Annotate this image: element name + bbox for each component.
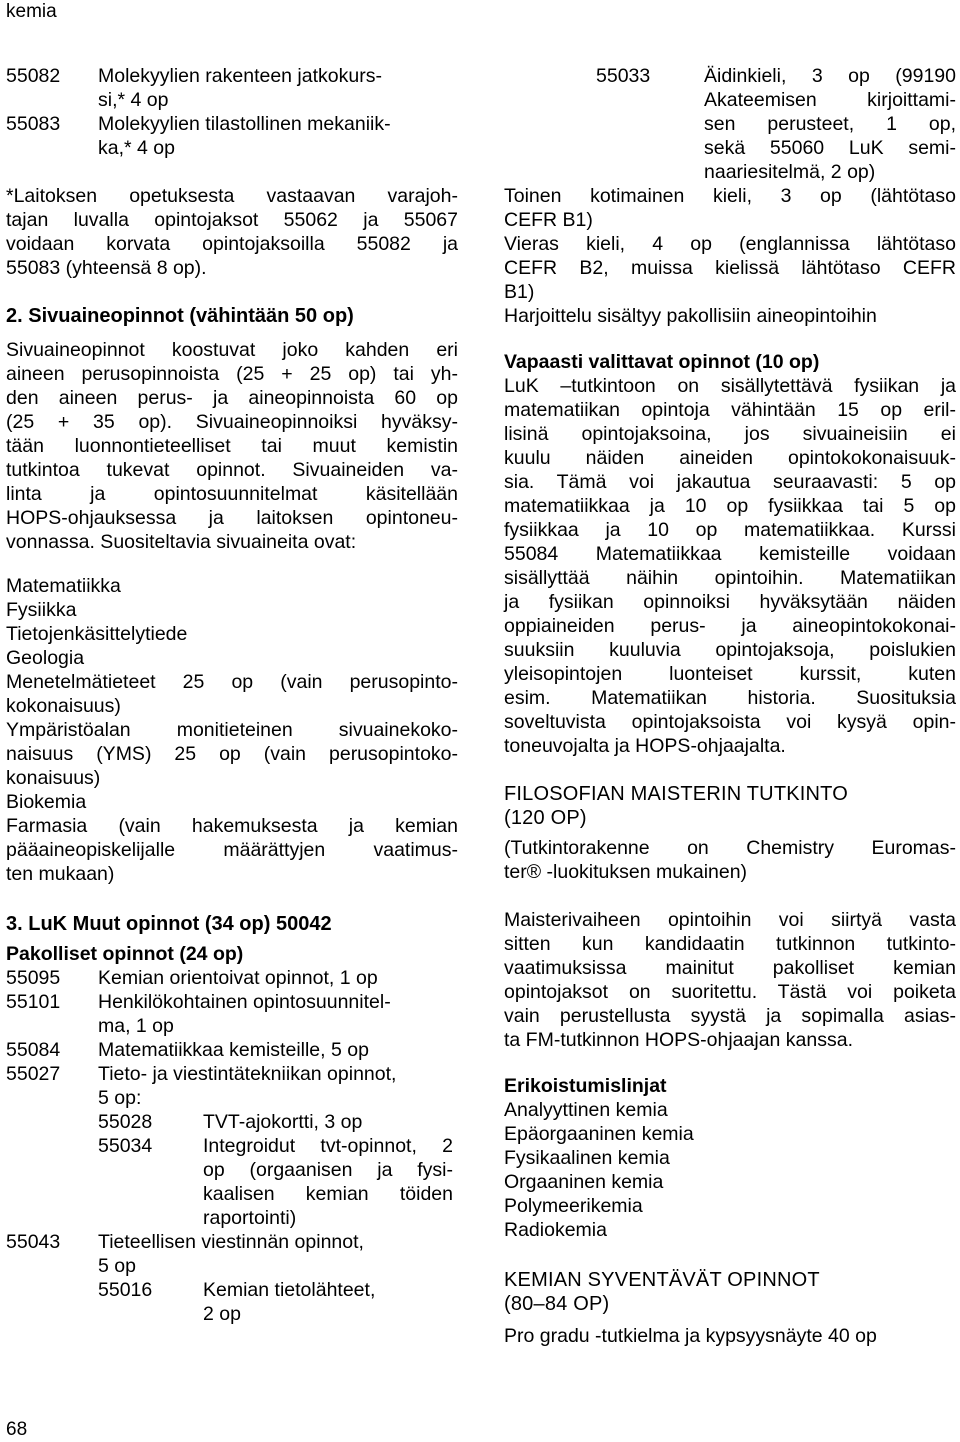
- course-code: 55016: [98, 1279, 153, 1301]
- paragraph-line: vaatimuksissa mainitut pakolliset kemian: [504, 957, 956, 979]
- course-line: 5 op:: [98, 1087, 142, 1109]
- elective-paragraph: [504, 374, 956, 758]
- list-item: kokonaisuus): [6, 695, 121, 717]
- subsection-heading: Vapaasti valittavat opinnot (10 op): [504, 351, 820, 373]
- course-line: Äidinkieli, 3 op (99190: [704, 65, 956, 87]
- list-item: Tietojenkäsittelytiede: [6, 623, 188, 645]
- heading-line: (120 OP): [504, 807, 587, 829]
- advanced-heading: [504, 1268, 956, 1316]
- course-code: 55034: [98, 1135, 153, 1157]
- course-line: ka,* 4 op: [98, 137, 175, 159]
- course-item: [504, 64, 956, 184]
- course-line: TVT-ajokortti, 3 op: [203, 1111, 363, 1133]
- list-item: Analyyttinen kemia: [504, 1099, 668, 1121]
- language-requirements: [504, 184, 956, 328]
- course-line: Akateemisen kirjoittami-: [704, 89, 956, 111]
- course-title: [98, 64, 382, 112]
- list-item: pääaineopiskelijalle määrättyjen vaatimus-: [6, 839, 458, 861]
- paragraph-line: ta FM-tutkinnon HOPS-ohjaajan kanssa.: [504, 1029, 854, 1051]
- list-item: Menetelmätieteet 25 op (vain perusopinto-: [6, 671, 458, 693]
- course-item: [6, 1038, 458, 1062]
- course-item: [6, 64, 458, 112]
- course-line: op (orgaanisen ja fysi-: [203, 1159, 453, 1181]
- course-list-top: [6, 64, 458, 160]
- heading-line: KEMIAN SYVENTÄVÄT OPINNOT: [504, 1269, 820, 1291]
- course-title: [98, 990, 391, 1038]
- course-code: 55084: [6, 1039, 61, 1061]
- mandatory-course-list: [6, 966, 458, 1326]
- left-column: [6, 64, 458, 1326]
- course-item: [6, 966, 458, 990]
- sub-course-item: [98, 1110, 458, 1134]
- paragraph-line: suuksiin kuuluvia opintojaksoja, poislukien: [504, 639, 956, 661]
- paragraph-line: soveltuvista opintojaksoista voi kysyä opin-: [504, 711, 956, 733]
- course-title: [98, 112, 391, 160]
- paragraph-line: Harjoittelu sisältyy pakollisiin aineopintoihin: [504, 305, 877, 327]
- paragraph-line: LuK –tutkintoon on sisällytettävä fysiikan ja: [504, 375, 956, 397]
- paragraph-line: Toinen kotimainen kieli, 3 op (lähtötaso: [504, 185, 956, 207]
- list-item: Farmasia (vain hakemuksesta ja kemian: [6, 815, 458, 837]
- course-title: [203, 1134, 453, 1230]
- paragraph-line: sia. Tämä voi jakautua seuraavasti: 5 op: [504, 471, 956, 493]
- course-code: 55083: [6, 113, 61, 135]
- sub-course-list: [6, 1278, 458, 1326]
- course-line: ma, 1 op: [98, 1015, 174, 1037]
- paragraph-line: ter® -luokituksen mukainen): [504, 861, 748, 883]
- course-title: [98, 1062, 396, 1110]
- course-line: kaalisen kemian töiden: [203, 1183, 453, 1205]
- paragraph-line: (25 + 35 op). Sivuaineopinnoiksi hyväksy-: [6, 411, 458, 433]
- course-line: Tieteellisen viestinnän opinnot,: [98, 1231, 364, 1253]
- course-line: sen perusteet, 1 op,: [704, 113, 956, 135]
- right-column: [504, 64, 956, 1348]
- course-title: [203, 1278, 375, 1326]
- paragraph-line: vonnassa. Suositeltavia sivuaineita ovat:: [6, 531, 357, 553]
- list-item: Geologia: [6, 647, 85, 669]
- paragraph-line: opintojaksot on suoritettu. Tästä voi poiketa: [504, 981, 956, 1003]
- section-heading: 3. LuK Muut opinnot (34 op) 50042: [6, 913, 332, 935]
- course-title: [203, 1110, 362, 1134]
- paragraph-line: B1): [504, 281, 535, 303]
- course-code: 55095: [6, 967, 61, 989]
- paragraph-line: den aineen perus- ja aineopinnoista 60 op: [6, 387, 458, 409]
- list-item: Matematiikka: [6, 575, 121, 597]
- page-number: 68: [6, 1419, 28, 1440]
- course-line: Matematiikkaa kemisteille, 5 op: [98, 1039, 369, 1061]
- paragraph-line: Maisterivaiheen opintoihin voi siirtyä vasta: [504, 909, 956, 931]
- subsection-heading: Pakolliset opinnot (24 op): [6, 943, 244, 965]
- course-code: 55028: [98, 1111, 153, 1133]
- paragraph-line: Vieras kieli, 4 op (englannissa lähtötaso: [504, 233, 956, 255]
- course-title: [98, 1038, 369, 1062]
- course-line: Integroidut tvt-opinnot, 2: [203, 1135, 453, 1157]
- paragraph-line: vain perustellusta syystä ja sopimalla asias-: [504, 1005, 956, 1027]
- paragraph-line: toneuvojalta ja HOPS-ohjaajalta.: [504, 735, 786, 757]
- course-item: [6, 1230, 458, 1278]
- list-item: Epäorgaaninen kemia: [504, 1123, 694, 1145]
- course-line: 2 op: [203, 1303, 241, 1325]
- list-item: ten mukaan): [6, 863, 115, 885]
- masters-heading: [504, 782, 956, 830]
- sub-course-list: [6, 1110, 458, 1230]
- paragraph-line: matematiikkaa ja 10 op fysiikkaa tai 5 op: [504, 495, 956, 517]
- paragraph-line: aineen perusopinnoista (25 + 25 op) tai yh-: [6, 363, 458, 385]
- course-line: naariesitelmä, 2 op): [704, 161, 876, 183]
- course-title: [98, 1230, 364, 1278]
- course-line: Kemian tietolähteet,: [203, 1279, 376, 1301]
- paragraph-line: 55084 Matematiikkaa kemisteille voidaan: [504, 543, 956, 565]
- course-item: [6, 990, 458, 1038]
- course-line: Molekyylien rakenteen jatkokurs-: [98, 65, 382, 87]
- course-line: si,* 4 op: [98, 89, 169, 111]
- list-item: Radiokemia: [504, 1219, 607, 1241]
- footnote-line: 55083 (yhteensä 8 op).: [6, 257, 207, 279]
- paragraph-line: Sivuaineopinnot koostuvat joko kahden eri: [6, 339, 458, 361]
- course-line: Molekyylien tilastollinen mekaniik-: [98, 113, 391, 135]
- specialization-list: [504, 1098, 956, 1242]
- course-line: Henkilökohtainen opintosuunnitel-: [98, 991, 391, 1013]
- masters-note: [504, 836, 956, 884]
- list-item: Ympäristöalan monitieteinen sivuainekoko-: [6, 719, 458, 741]
- paragraph-line: tään luonnontieteelliset tai muut kemistin: [6, 435, 458, 457]
- footnote-line: *Laitoksen opetuksesta vastaavan varajoh-: [6, 185, 458, 207]
- paragraph-line: (Tutkintorakenne on Chemistry Euromas-: [504, 837, 956, 859]
- course-code: 55043: [6, 1231, 61, 1253]
- course-item: [6, 112, 458, 160]
- heading-line: FILOSOFIAN MAISTERIN TUTKINTO: [504, 783, 848, 805]
- paragraph-line: sisällyttää näihin opintoihin. Matematiikan: [504, 567, 956, 589]
- paragraph-line: yleisopintojen luonteiset kurssit, kuten: [504, 663, 956, 685]
- list-item: naisuus (YMS) 25 op (vain perusopintoko-: [6, 743, 458, 765]
- paragraph-line: esim. Matematiikan historia. Suosituksia: [504, 687, 956, 709]
- sub-course-item: [98, 1278, 458, 1326]
- section-paragraph: [6, 338, 458, 554]
- paragraph-line: sitten kun kandidaatin tutkinnon tutkinto-: [504, 933, 956, 955]
- masters-paragraph: [504, 908, 956, 1052]
- minor-list: [6, 574, 458, 886]
- paragraph-line: tutkintoa tukevat opinnot. Sivuaineiden va-: [6, 459, 458, 481]
- list-item: Fysiikka: [6, 599, 77, 621]
- list-item: konaisuus): [6, 767, 101, 789]
- list-item: Fysikaalinen kemia: [504, 1147, 670, 1169]
- heading-line: (80–84 OP): [504, 1293, 610, 1315]
- paragraph-line: CEFR B2, muissa kielissä lähtötaso CEFR: [504, 257, 956, 279]
- paragraph-line: CEFR B1): [504, 209, 593, 231]
- course-title: [98, 966, 378, 990]
- paragraph-line: lisinä opintojaksoina, jos sivuaineisiin ei: [504, 423, 956, 445]
- paragraph-line: oppiaineiden perus- ja aineopintokokonai-: [504, 615, 956, 637]
- footnote-line: tajan luvalla opintojaksot 55062 ja 55067: [6, 209, 458, 231]
- paragraph-line: HOPS-ohjauksessa ja laitoksen opintoneu-: [6, 507, 458, 529]
- course-code: 55033: [596, 65, 651, 87]
- sub-course-item: [98, 1134, 458, 1230]
- paragraph-line: ja fysiikan opinnoiksi hyväksytään näiden: [504, 591, 956, 613]
- course-line: Kemian orientoivat opinnot, 1 op: [98, 967, 378, 989]
- paragraph-line: matematiikan opintoja vähintään 15 op eril-: [504, 399, 956, 421]
- course-line: raportointi): [203, 1207, 297, 1229]
- course-title: [704, 64, 956, 184]
- list-item: Orgaaninen kemia: [504, 1171, 664, 1193]
- list-item: Polymeerikemia: [504, 1195, 643, 1217]
- course-code: 55027: [6, 1063, 61, 1085]
- course-code: 55101: [6, 991, 61, 1013]
- paragraph-line: linta ja opintosuunnitelmat käsitellään: [6, 483, 458, 505]
- footnote: [6, 184, 458, 280]
- paragraph-line: kuulu näiden aineiden opintokokonaisuuk-: [504, 447, 956, 469]
- course-code: 55082: [6, 65, 61, 87]
- list-item: Biokemia: [6, 791, 87, 813]
- running-header: kemia: [6, 1, 57, 22]
- course-item: [6, 1062, 458, 1110]
- subsection-heading: Erikoistumislinjat: [504, 1075, 667, 1097]
- course-line: Tieto- ja viestintätekniikan opinnot,: [98, 1063, 397, 1085]
- section-heading: 2. Sivuaineopinnot (vähintään 50 op): [6, 305, 354, 327]
- course-line: 5 op: [98, 1255, 136, 1277]
- course-line: sekä 55060 LuK semi-: [704, 137, 956, 159]
- footnote-line: voidaan korvata opintojaksoilla 55082 ja: [6, 233, 458, 255]
- thesis-line: Pro gradu -tutkielma ja kypsyysnäyte 40 op: [504, 1325, 877, 1347]
- paragraph-line: fysiikkaa ja 10 op matematiikkaa. Kurssi: [504, 519, 956, 541]
